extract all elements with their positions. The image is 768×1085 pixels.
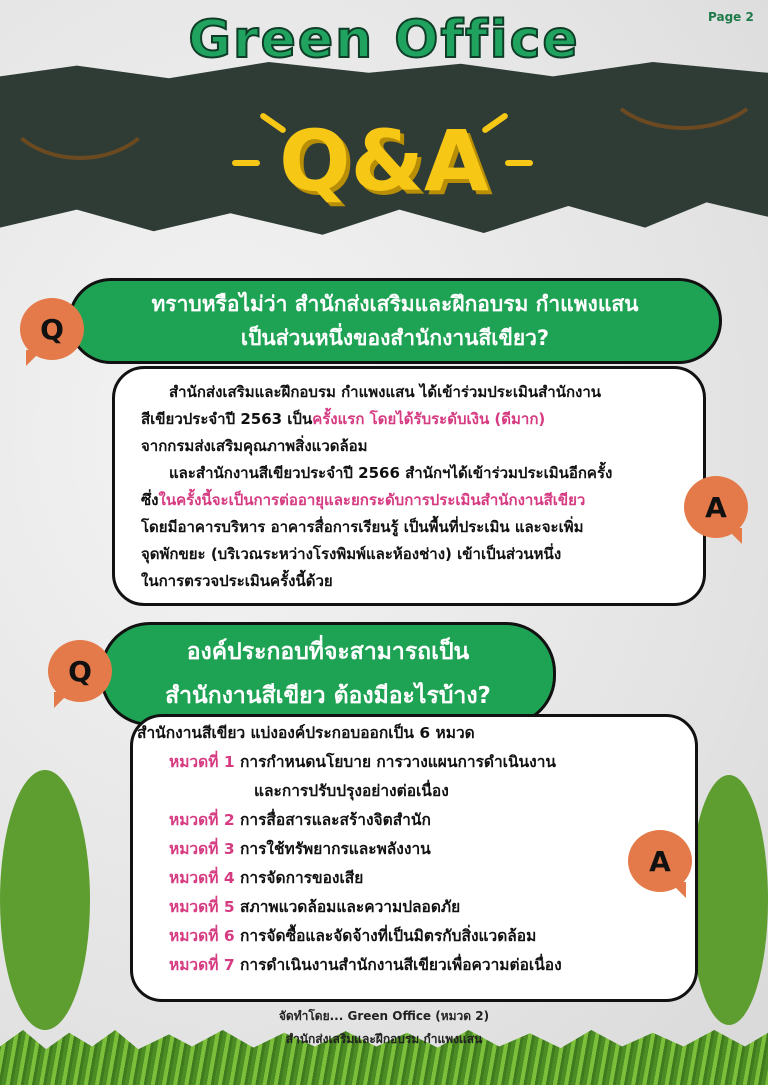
answer-1	[112, 366, 706, 606]
category-label: หมวดที่ 6	[169, 927, 235, 945]
page-label: Page 2	[708, 10, 754, 24]
q-badge: Q	[20, 298, 84, 360]
answer-line	[141, 487, 689, 514]
category-text: การดำเนินงานสำนักงานสีเขียวเพื่อความต่อเนื่อง	[240, 956, 562, 974]
category-item-cont: และการปรับปรุงอย่างต่อเนื่อง	[254, 782, 449, 800]
category-text: สภาพแวดล้อมและความปลอดภัย	[240, 898, 461, 916]
category-item	[169, 864, 685, 893]
page-title: Green Office	[188, 10, 580, 70]
answer-line: ในการตรวจประเมินครั้งนี้ด้วย	[141, 572, 333, 590]
category-item	[169, 748, 685, 777]
answer-2	[130, 714, 698, 1002]
question-1-line: ทราบหรือไม่ว่า สำนักส่งเสริมและฝึกอบรม กำแพงแสน	[151, 292, 639, 316]
category-label: หมวดที่ 7	[169, 956, 235, 974]
category-item	[169, 835, 685, 864]
category-label: หมวดที่ 3	[169, 840, 235, 858]
category-list	[145, 748, 685, 980]
qa-banner: Q&A	[279, 112, 489, 210]
category-item	[169, 922, 685, 951]
question-2-line: สำนักงานสีเขียว ต้องมีอะไรบ้าง?	[165, 683, 491, 709]
footer-credit: จัดทำโดย... Green Office (หมวด 2)	[278, 1009, 490, 1023]
answer-line: โดยมีอาคารบริหาร อาคารสื่อการเรียนรู้ เป็นพื้นที่ประเมิน และจะเพิ่ม	[141, 518, 584, 536]
answer-line: และสำนักงานสีเขียวประจำปี 2566 สำนักฯได้เข้าร่วมประเมินอีกครั้ง	[169, 464, 613, 482]
category-item	[169, 951, 685, 980]
footer-org: สำนักส่งเสริมและฝึกอบรม กำแพงแสน	[285, 1032, 483, 1046]
category-text: การกำหนดนโยบาย การวางแผนการดำเนินงาน	[240, 753, 557, 771]
answer-line: สำนักส่งเสริมและฝึกอบรม กำแพงแสน ได้เข้าร่วมประเมินสำนักงาน	[169, 383, 602, 401]
answer-highlight: ครั้งแรก โดยได้รับระดับเงิน (ดีมาก)	[312, 410, 546, 428]
category-text: การจัดการของเสีย	[240, 869, 364, 887]
category-text: การใช้ทรัพยากรและพลังงาน	[240, 840, 431, 858]
category-label: หมวดที่ 4	[169, 869, 235, 887]
category-label: หมวดที่ 1	[169, 753, 235, 771]
a-badge: A	[684, 476, 748, 538]
answer-text: ซึ่ง	[141, 491, 159, 509]
tree-left-icon	[0, 770, 90, 1030]
question-1	[68, 278, 722, 364]
answer-line	[141, 406, 689, 433]
category-text: การจัดซื้อและจัดจ้างที่เป็นมิตรกับสิ่งแวดล้อม	[240, 927, 537, 945]
category-label: หมวดที่ 2	[169, 811, 235, 829]
a-badge: A	[628, 830, 692, 892]
q-badge: Q	[48, 640, 112, 702]
question-2-line: องค์ประกอบที่จะสามารถเป็น	[186, 639, 470, 665]
question-2	[100, 622, 556, 726]
answer-intro: สำนักงานสีเขียว แบ่งองค์ประกอบออกเป็น 6 หมวด	[137, 724, 475, 742]
category-item	[169, 893, 685, 922]
category-text: การสื่อสารและสร้างจิตสำนัก	[240, 811, 431, 829]
category-item	[169, 806, 685, 835]
tree-right-icon	[690, 775, 768, 1025]
answer-line: จากกรมส่งเสริมคุณภาพสิ่งแวดล้อม	[141, 437, 368, 455]
question-1-line: เป็นส่วนหนึ่งของสำนักงานสีเขียว?	[240, 326, 550, 350]
answer-text: สีเขียวประจำปี 2563 เป็น	[141, 410, 313, 428]
answer-highlight: ในครั้งนี้จะเป็นการต่ออายุและยกระดับการประเมินสำนักงานสีเขียว	[158, 491, 586, 509]
category-label: หมวดที่ 5	[169, 898, 235, 916]
answer-line: จุดพักขยะ (บริเวณระหว่างโรงพิมพ์และห้องช่าง) เข้าเป็นส่วนหนึ่ง	[141, 545, 562, 563]
